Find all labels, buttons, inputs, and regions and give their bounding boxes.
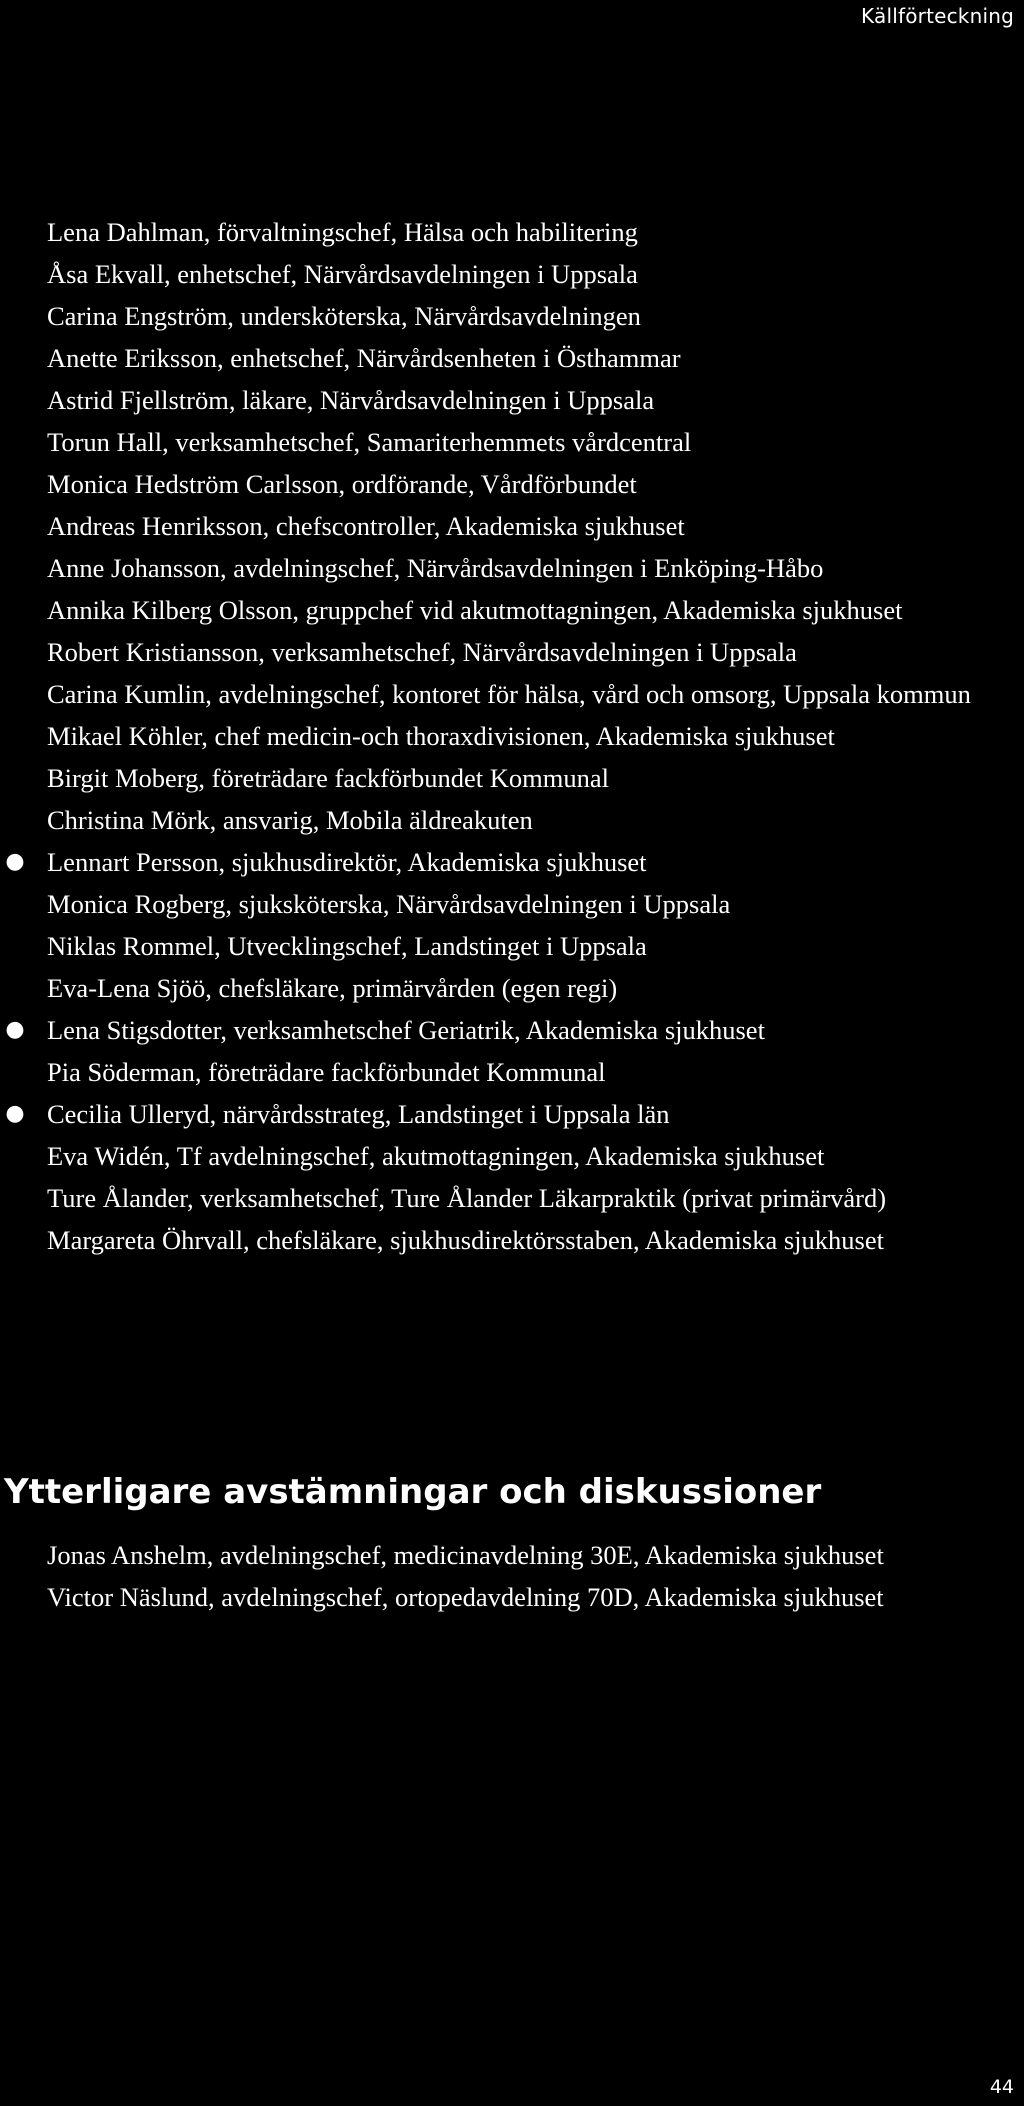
entry-text: Robert Kristiansson, verksamhetschef, Närvårdsavdelningen i Uppsala xyxy=(47,637,797,667)
list-item xyxy=(0,1534,1024,1576)
additional-contacts-list xyxy=(0,1534,1024,1618)
entry-text: Pia Söderman, företrädare fackförbundet Kommunal xyxy=(47,1057,606,1087)
list-item xyxy=(0,841,1024,883)
list-item xyxy=(0,547,1024,589)
list-item xyxy=(0,211,1024,253)
entry-text: Birgit Moberg, företrädare fackförbundet Kommunal xyxy=(47,763,609,793)
bullet-icon: ● xyxy=(5,1101,25,1126)
entry-text: Eva-Lena Sjöö, chefsläkare, primärvården (egen regi) xyxy=(47,973,618,1003)
list-item xyxy=(0,1576,1024,1618)
entry-text: Lena Dahlman, förvaltningschef, Hälsa och habilitering xyxy=(47,217,638,247)
entry-text: Annika Kilberg Olsson, gruppchef vid akutmottagningen, Akademiska sjukhuset xyxy=(47,595,903,625)
entry-text: Eva Widén, Tf avdelningschef, akutmottagningen, Akademiska sjukhuset xyxy=(47,1141,825,1171)
entry-text: Christina Mörk, ansvarig, Mobila äldreakuten xyxy=(47,805,533,835)
entry-text: Monica Hedström Carlsson, ordförande, Vårdförbundet xyxy=(47,469,637,499)
list-item xyxy=(0,1177,1024,1219)
entry-text: Jonas Anshelm, avdelningschef, medicinavdelning 30E, Akademiska sjukhuset xyxy=(47,1540,884,1570)
entry-text: Carina Kumlin, avdelningschef, kontoret för hälsa, vård och omsorg, Uppsala kommun xyxy=(47,679,971,709)
list-item xyxy=(0,673,1024,715)
entry-text: Anne Johansson, avdelningschef, Närvårdsavdelningen i Enköping-Håbo xyxy=(47,553,824,583)
entry-text: Torun Hall, verksamhetschef, Samariterhemmets vårdcentral xyxy=(47,427,692,457)
list-item xyxy=(0,253,1024,295)
entry-text: Lena Stigsdotter, verksamhetschef Geriatrik, Akademiska sjukhuset xyxy=(47,1015,765,1045)
entry-text: Mikael Köhler, chef medicin-och thoraxdivisionen, Akademiska sjukhuset xyxy=(47,721,835,751)
bullet-icon: ● xyxy=(5,1017,25,1042)
list-item xyxy=(0,631,1024,673)
entry-text: Lennart Persson, sjukhusdirektör, Akademiska sjukhuset xyxy=(47,847,647,877)
list-item xyxy=(0,1009,1024,1051)
list-item xyxy=(0,1135,1024,1177)
entry-text: Niklas Rommel, Utvecklingschef, Landstinget i Uppsala xyxy=(47,931,647,961)
entry-text: Victor Näslund, avdelningschef, ortopedavdelning 70D, Akademiska sjukhuset xyxy=(47,1582,884,1612)
interviewee-list xyxy=(0,211,1024,1261)
list-item xyxy=(0,1051,1024,1093)
section-heading: Ytterligare avstämningar och diskussioner xyxy=(4,1472,822,1512)
entry-text: Astrid Fjellström, läkare, Närvårdsavdelningen i Uppsala xyxy=(47,385,655,415)
entry-text: Margareta Öhrvall, chefsläkare, sjukhusdirektörsstaben, Akademiska sjukhuset xyxy=(47,1225,884,1255)
entry-text: Cecilia Ulleryd, närvårdsstrateg, Landstinget i Uppsala län xyxy=(47,1099,670,1129)
page-number: 44 xyxy=(989,2076,1014,2098)
list-item xyxy=(0,295,1024,337)
list-item xyxy=(0,379,1024,421)
list-item xyxy=(0,505,1024,547)
bullet-icon: ● xyxy=(5,849,25,874)
list-item xyxy=(0,967,1024,1009)
entry-text: Åsa Ekvall, enhetschef, Närvårdsavdelningen i Uppsala xyxy=(47,259,638,289)
list-item xyxy=(0,799,1024,841)
list-item xyxy=(0,1219,1024,1261)
list-item xyxy=(0,883,1024,925)
list-item xyxy=(0,757,1024,799)
entry-text: Andreas Henriksson, chefscontroller, Akademiska sjukhuset xyxy=(47,511,685,541)
entry-text: Monica Rogberg, sjuksköterska, Närvårdsavdelningen i Uppsala xyxy=(47,889,731,919)
entry-text: Carina Engström, undersköterska, Närvårdsavdelningen xyxy=(47,301,641,331)
running-header: Källförteckning xyxy=(861,4,1014,28)
list-item xyxy=(0,421,1024,463)
list-item xyxy=(0,589,1024,631)
list-item xyxy=(0,337,1024,379)
entry-text: Anette Eriksson, enhetschef, Närvårdsenheten i Östhammar xyxy=(47,343,681,373)
list-item xyxy=(0,1093,1024,1135)
list-item xyxy=(0,925,1024,967)
list-item xyxy=(0,715,1024,757)
entry-text: Ture Ålander, verksamhetschef, Ture Ålander Läkarpraktik (privat primärvård) xyxy=(47,1183,887,1213)
list-item xyxy=(0,463,1024,505)
